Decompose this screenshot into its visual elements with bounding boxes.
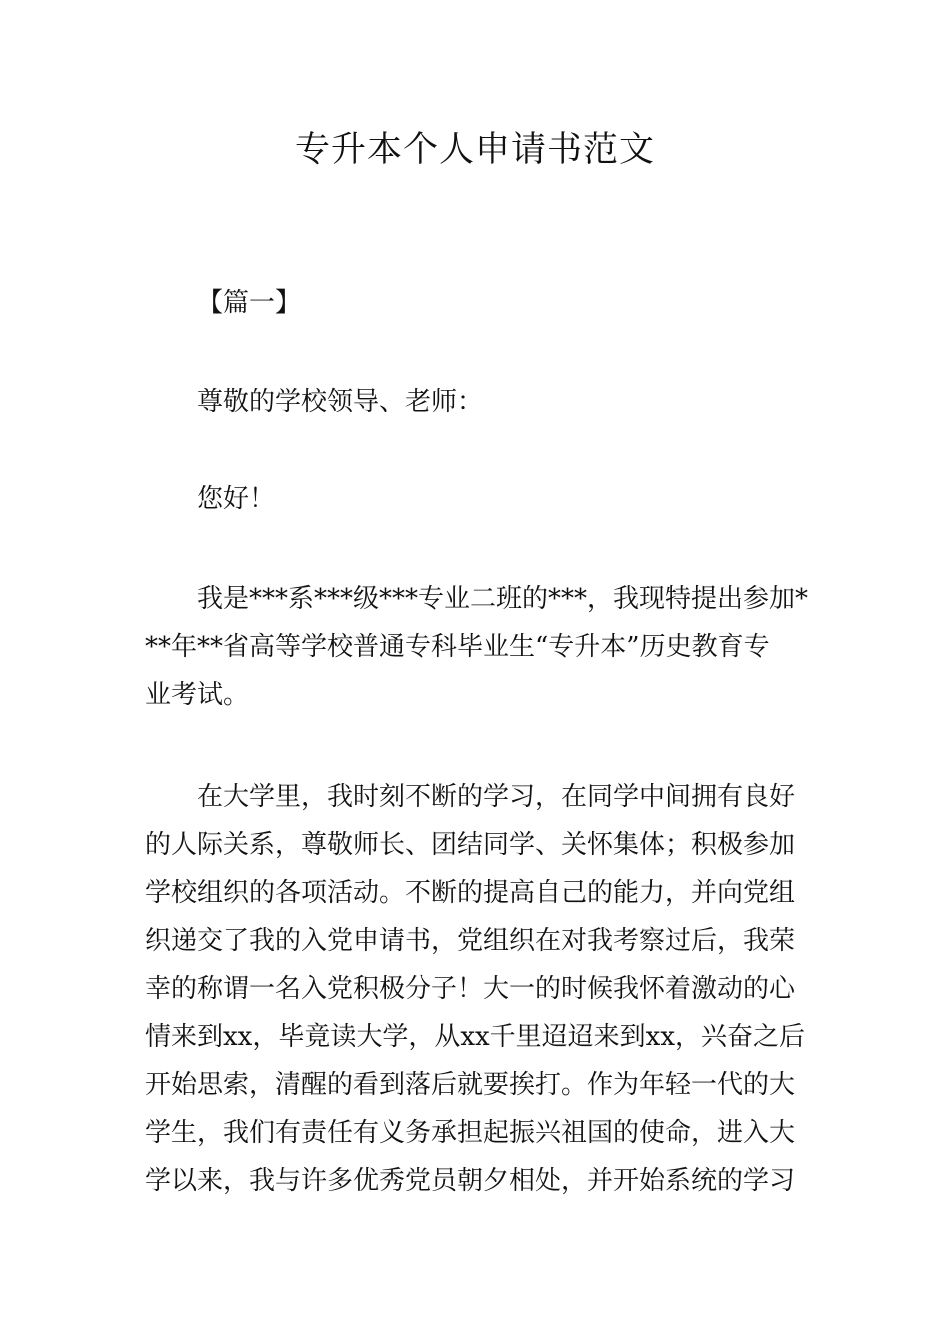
paragraph-line: 的人际关系，尊敬师长、团结同学、关怀集体；积极参加	[145, 830, 796, 860]
paragraph-line: 学以来，我与许多优秀党员朝夕相处，并开始系统的学习	[145, 1166, 796, 1196]
greeting: 您好！	[197, 484, 276, 514]
document-title: 专升本个人申请书范文	[294, 130, 655, 170]
section-label: 【篇一】	[197, 288, 302, 318]
paragraph-line: 幸的称谓一名入党积极分子！大一的时候我怀着激动的心	[145, 974, 796, 1004]
body-paragraph-2	[145, 773, 809, 1205]
paragraph-line: 情来到xx，毕竟读大学，从xx千里迢迢来到xx，兴奋之后	[145, 1022, 805, 1052]
paragraph-line: 开始思索，清醒的看到落后就要挨打。作为年轻一代的大	[145, 1070, 796, 1100]
paragraph-line: 在大学里，我时刻不断的学习，在同学中间拥有良好	[197, 782, 796, 812]
paragraph-line: **年**省高等学校普通专科毕业生“专升本”历史教育专	[145, 632, 770, 662]
paragraph-line: 学校组织的各项活动。不断的提高自己的能力，并向党组	[145, 878, 796, 908]
paragraph-line: 业考试。	[145, 680, 250, 710]
body-paragraph-1	[145, 575, 809, 719]
paragraph-line: 我是***系***级***专业二班的***，我现特提出参加*	[197, 584, 809, 614]
paragraph-line: 学生，我们有责任有义务承担起振兴祖国的使命，进入大	[145, 1118, 796, 1148]
salutation: 尊敬的学校领导、老师：	[197, 387, 484, 417]
paragraph-line: 织递交了我的入党申请书，党组织在对我考察过后，我荣	[145, 926, 796, 956]
